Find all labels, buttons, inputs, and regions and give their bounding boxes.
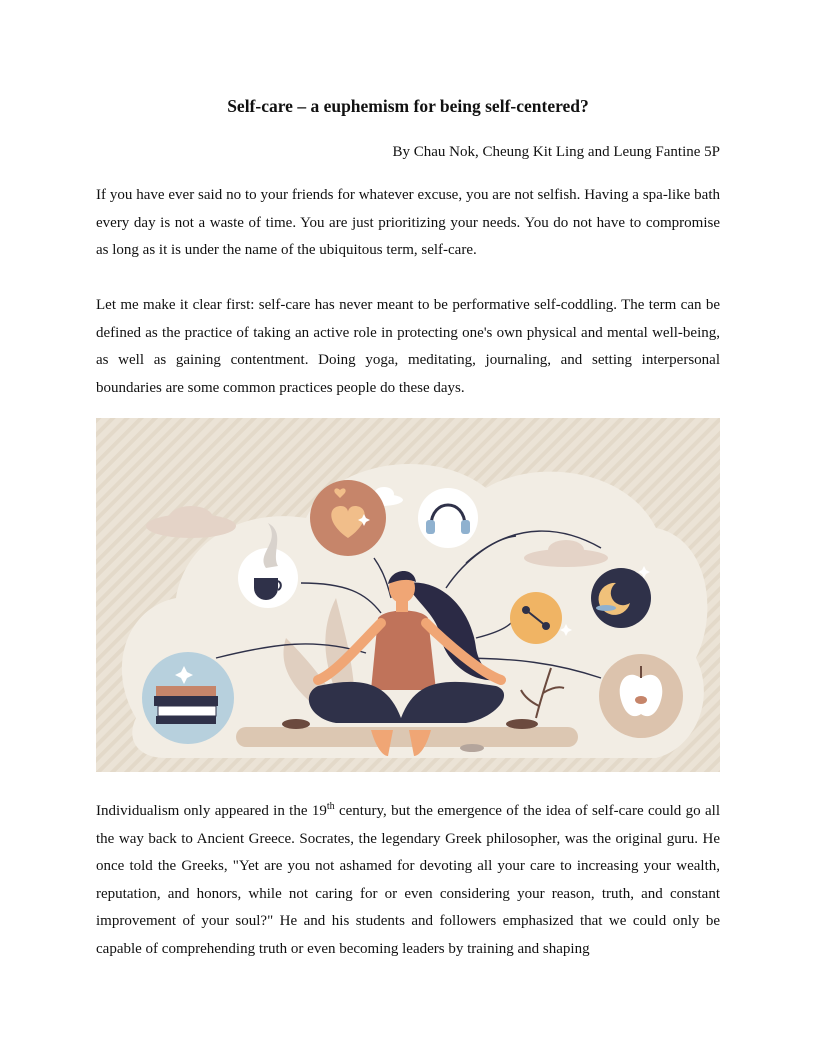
moon-night-icon [591, 568, 651, 628]
paragraph-intro: If you have ever said no to your friends for whatever excuse, you are not selfish. Having a spa-like bath every day is not a waste of time. You are just prioritizing your needs. You do not have to compromise as long as it is under the name of the ubiquitous term, self-care. [96, 187, 720, 259]
paragraph-history-part2: century, but the emergence of the idea of self-care could go all the way back to Ancient Greece. Socrates, the legendary Greek philosopher, was the original guru. He once told the Greeks, "Yet are you not ashamed for devoting all your care to increasing your wealth, reputation, and honors, while not caring for or even considering your reason, truth, and constant improvement of your soul?" He and his students and followers emphasized that we could only be capable of comprehending truth or even becoming leaders by training and shaping [96, 803, 720, 957]
books-icon [142, 652, 234, 744]
paragraph-history-part1: Individualism only appeared in the 19 [96, 803, 327, 819]
ground [236, 727, 578, 747]
article-title: Self-care – a euphemism for being self-centered? [227, 96, 589, 116]
paragraph-definition: Let me make it clear first: self-care has never meant to be performative self-coddling. The term can be defined as the practice of taking an active role in protecting one's own physical and mental well-being, as well as gaining contentment. Doing yoga, meditating, journaling, and setting interpersonal boundaries are some common practices people do these days. [96, 297, 720, 396]
article-byline: By Chau Nok, Cheung Kit Ling and Leung Fantine 5P [392, 144, 720, 160]
ordinal-superscript: th [326, 801, 335, 812]
paragraph-history [96, 798, 720, 964]
headphones-icon [418, 488, 478, 548]
self-care-illustration [96, 418, 720, 772]
heart-hands-icon [310, 480, 386, 556]
connection-icon [510, 592, 562, 644]
apple-icon [599, 654, 683, 738]
